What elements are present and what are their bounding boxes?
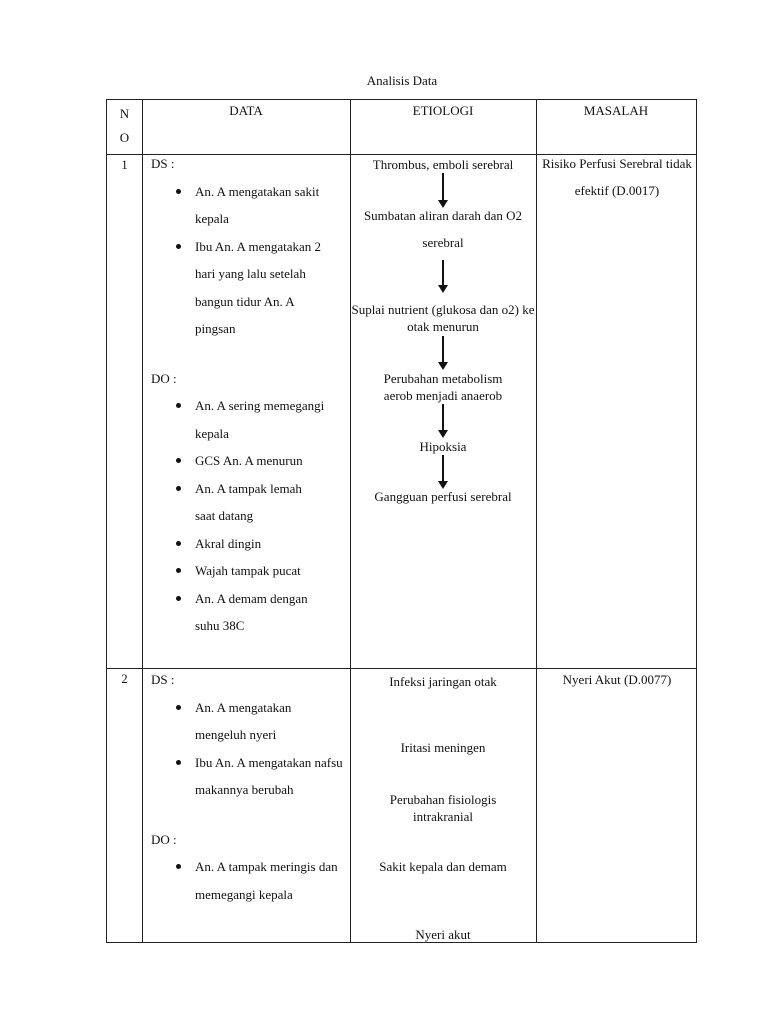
header-no: N O (119, 106, 130, 145)
do-label: DO : (151, 370, 177, 386)
do-label: DO : (151, 831, 177, 847)
etiologi-step: Infeksi jaringan otak (389, 674, 497, 689)
etiologi-step: Thrombus, emboli serebral (372, 157, 514, 172)
list-item: An. A mengatakan sakit kepala (195, 178, 335, 233)
header-data: DATA (229, 103, 263, 118)
list-item: GCS An. A menurun (195, 447, 345, 475)
list-item: Ibu An. A mengatakan 2 hari yang lalu setelah bangun tidur An. A pingsan (195, 233, 335, 343)
column-divider (536, 100, 537, 942)
header-masalah: MASALAH (583, 103, 649, 118)
etiologi-step: Nyeri akut (415, 927, 471, 942)
etiologi-step: Gangguan perfusi serebral (374, 489, 512, 504)
etiologi-step: Suplai nutrient (glukosa dan o2) ke otak menurun (351, 302, 535, 334)
list-item: Ibu An. A mengatakan nafsu makannya berubah (195, 749, 345, 804)
list-item: An. A tampak meringis dan memegangi kepala (195, 853, 345, 908)
arrow-down-icon (438, 260, 448, 293)
arrow-down-icon (438, 336, 448, 370)
do-list (142, 853, 350, 908)
etiologi-step: Sakit kepala dan demam (379, 859, 507, 874)
arrow-down-icon (438, 455, 448, 489)
list-item: An. A tampak lemah saat datang (195, 475, 325, 530)
row-number: 1 (121, 158, 128, 172)
do-list (142, 392, 350, 640)
list-item: Wajah tampak pucat (195, 557, 345, 585)
list-item: Akral dingin (195, 530, 345, 558)
ds-label: DS : (151, 672, 175, 687)
list-item: An. A sering memegangi kepala (195, 392, 325, 447)
header-etiologi: ETIOLOGI (412, 103, 474, 118)
etiologi-step: Perubahan fisiologis intrakranial (389, 792, 497, 824)
masalah-text: Risiko Perfusi Serebral tidak efektif (D.0017) (542, 156, 692, 198)
etiologi-step: Perubahan metabolism aerob menjadi anaerob (383, 371, 503, 403)
list-item: An. A mengatakan mengeluh nyeri (195, 694, 325, 749)
ds-label: DS : (151, 156, 175, 171)
ds-list (142, 178, 350, 343)
list-item: An. A demam dengan suhu 38C (195, 585, 335, 640)
etiologi-step: Iritasi meningen (400, 740, 486, 755)
data-cell (142, 666, 350, 908)
page-title: Analisis Data (366, 73, 438, 88)
data-cell (142, 150, 350, 640)
analysis-table (106, 99, 697, 943)
masalah-text: Nyeri Akut (D.0077) (562, 672, 672, 687)
etiologi-cell (350, 100, 536, 668)
etiologi-step: Sumbatan aliran darah dan O2 serebral (363, 208, 523, 250)
arrow-down-icon (438, 404, 448, 438)
ds-list (142, 694, 350, 804)
row-number: 2 (121, 672, 128, 686)
etiologi-step: Hipoksia (419, 439, 467, 454)
